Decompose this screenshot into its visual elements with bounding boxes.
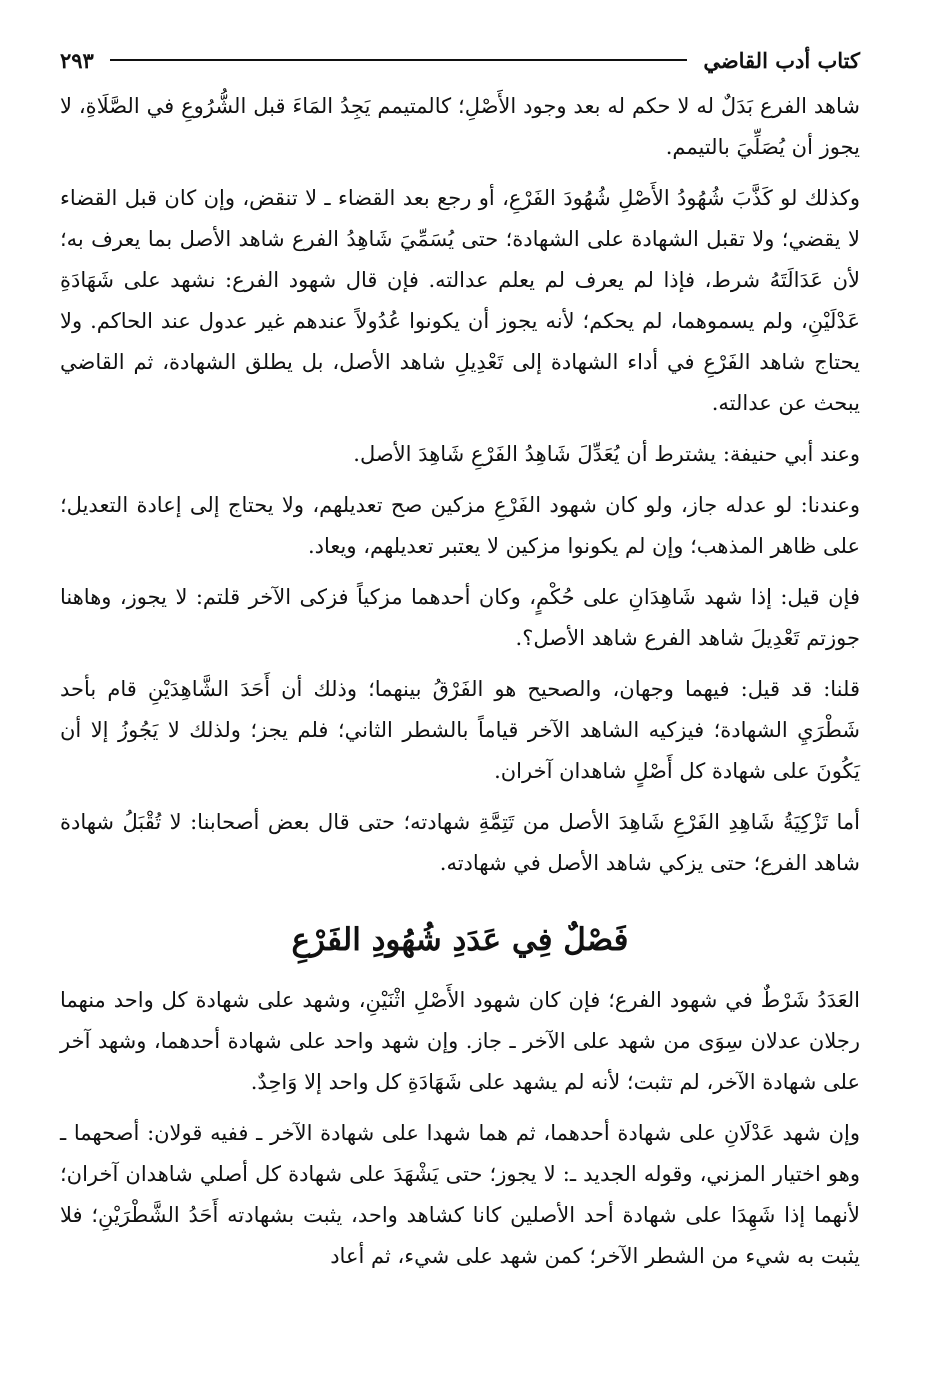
page-number: ٢٩٣: [60, 47, 94, 73]
paragraph: وعندنا: لو عدله جاز، ولو كان شهود الفَرْعِ مزكين صح تعديلهم، ولا يحتاج إلى إعادة التعديل؛ على ظاهر المذهب؛ وإن لم يكونوا مزكين لا يعتبر تعديلهم، ويعاد.: [60, 493, 860, 558]
book-page: [60, 40, 860, 1287]
section-heading: فَصْلٌ فِي عَدَدِ شُهُودِ الفَرْعِ: [291, 922, 629, 958]
paragraph: أما تَزْكِيَةُ شَاهِدِ الفَرْعِ شَاهِدَ الأصل من تَتِمَّةِ شهادته؛ حتى قال بعض أصحابنا: لا تُقْبَلُ شهادة شاهد الفرع؛ حتى يزكي شاهد الأصل في شهادته.: [60, 810, 860, 875]
header-rule: [110, 59, 687, 61]
paragraph: العَدَدُ شَرْطٌ في شهود الفرع؛ فإن كان شهود الأَصْلِ اثْنَيْنِ، وشهد على شهادة كل واحد منهما رجلان عدلان سِوَى من شهد على الآخر ـ جاز. وإن شهد واحد على شهادة أحدهما، وشهد آخر على شهادة الآخر، لم تثبت؛ لأنه لم يشهد على شَهَادَةِ كل واحد إلا وَاحِدٌ.: [60, 988, 860, 1094]
paragraph: وعند أبي حنيفة: يشترط أن يُعَدِّلَ شَاهِدُ الفَرْعِ شَاهِدَ الأصل.: [353, 442, 860, 466]
paragraph: وإن شهد عَدْلَانِ على شهادة أحدهما، ثم هما شهدا على شهادة الآخر ـ ففيه قولان: أصحهما ـ وهو اختيار المزني، وقوله الجديد ـ: لا يجوز؛ حتى يَشْهَدَ على شهادة كل أصلي شاهدان آخران؛ لأنهما إذا شَهِدَا على شهادة أحد الأصلين كانا كشاهد واحد، يثبت بشهادته أَحَدُ الشَّطْرَيْنِ؛ فلا يثبت به شيء من الشطر الآخر؛ كمن شهد على شيء، ثم أعاد: [60, 1121, 860, 1268]
header-book-title: كتاب أدب القاضي: [703, 47, 860, 73]
paragraph: وكذلك لو كَذَّبَ شُهُودُ الأَصْلِ شُهُودَ الفَرْعِ، أو رجع بعد القضاء ـ لا تنقض، وإن كان قبل القضاء لا يقضي؛ ولا تقبل الشهادة على الشهادة؛ حتى يُسَمِّيَ شَاهِدُ الفرع شاهد الأصل بما يعرف به؛ لأن عَدَالَتَهُ شرط، فإذا لم يعرف لم يعلم عدالته. فإن قال شهود الفرع: نشهد على شَهَادَةِ عَدْلَيْنِ، ولم يسموهما، لم يحكم؛ لأنه يجوز أن يكونوا عُدُولاً عندهم غير عدول عند الحاكم. ولا يحتاج شاهد الفَرْعِ في أداء الشهادة إلى تَعْدِيلِ شاهد الأصل، بل يطلق الشهادة، ثم القاضي يبحث عن عدالته.: [60, 186, 860, 415]
paragraph: فإن قيل: إذا شهد شَاهِدَانِ على حُكْمٍ، وكان أحدهما مزكياً فزكى الآخر قلتم: لا يجوز، وهاهنا جوزتم تَعْدِيلَ شاهد الفرع شاهد الأصل؟.: [60, 585, 860, 650]
running-header: [60, 40, 860, 80]
paragraph: شاهد الفرع بَدَلٌ له لا حكم له بعد وجود الأَصْلِ؛ كالمتيمم يَجِدُ المَاءَ قبل الشُّرُوعِ في الصَّلَاةِ، لا يجوز أن يُصَلِّيَ بالتيمم.: [60, 94, 860, 159]
paragraph: قلنا: قد قيل: فيهما وجهان، والصحيح هو الفَرْقُ بينهما؛ وذلك أن أَحَدَ الشَّاهِدَيْنِ قام بأحد شَطْرَيِ الشهادة؛ فيزكيه الشاهد الآخر قياماً بالشطر الثاني؛ فلم يجز؛ ولذلك لا يَجُوزُ إلا أن يَكُونَ على شهادة كل أَصْلٍ شاهدان آخران.: [60, 677, 860, 783]
